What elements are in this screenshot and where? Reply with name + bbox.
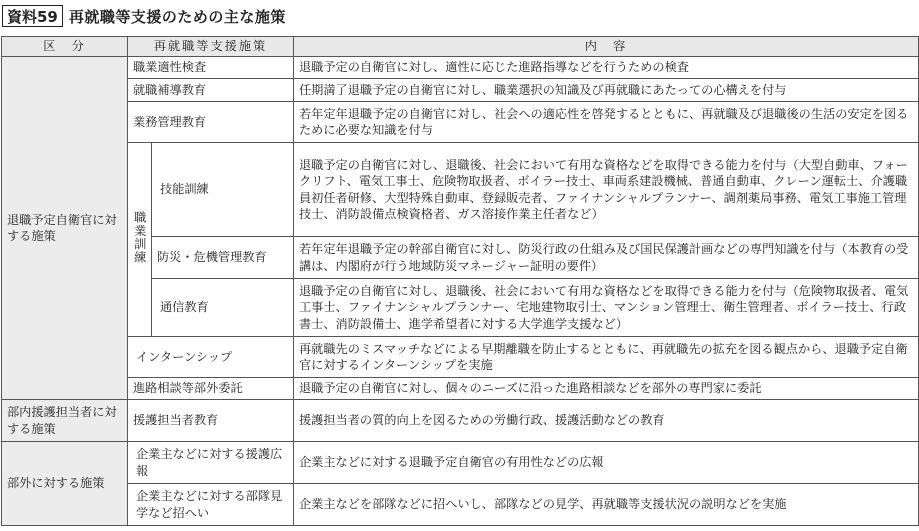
measure-cell: 進路相談等部外委託 xyxy=(128,378,294,400)
measure-cell: 職業適性検査 xyxy=(128,57,294,79)
table-row xyxy=(2,484,919,526)
measures-table xyxy=(1,36,919,526)
document-label: 資料59 xyxy=(2,5,63,27)
measure-cell: 技能訓練 xyxy=(152,143,294,237)
group-external: 部外に対する施策 xyxy=(2,442,128,526)
table-row xyxy=(2,378,919,400)
measure-cell: インターンシップ xyxy=(128,337,294,378)
content-cell: 任期満了退職予定の自衛官に対し、職業選択の知識及び再就職にあたっての心構えを付与 xyxy=(294,79,919,102)
title-row xyxy=(2,3,286,29)
measure-cell: 業務管理教育 xyxy=(128,102,294,143)
group-retiring: 退職予定自衛官に対する施策 xyxy=(2,57,128,400)
header-content: 内 容 xyxy=(294,37,919,57)
measure-cell: 就職補導教育 xyxy=(128,79,294,102)
measure-cell: 企業主などに対する援護広報 xyxy=(128,442,294,484)
content-cell: 援護担当者の質的向上を図るための労働行政、援護活動などの教育 xyxy=(294,400,919,442)
table-row xyxy=(2,79,919,102)
header-measure: 再就職等支援施策 xyxy=(128,37,294,57)
table-header-row xyxy=(2,37,919,57)
table-row xyxy=(2,143,919,237)
content-cell: 退職予定の自衛官に対し、適性に応じた進路指導などを行うための検査 xyxy=(294,57,919,79)
vocational-label: 職業訓練 xyxy=(132,210,147,264)
content-cell: 退職予定の自衛官に対し、退職後、社会において有用な資格などを取得できる能力を付与（大型自動車、フォークリフト、電気工事士、危険物取扱者、ボイラー技士、車両系建設機械、普通自動車、クレーン運転士、介護職員初任者研修、大型特殊自動車、登録販売者、ファイナンシャルプランナー、調剤薬局事務、電気工事施工管理技士、消防設備点検資格者、ガス溶接作業主任者など） xyxy=(294,143,919,237)
table-row xyxy=(2,102,919,143)
header-category: 区 分 xyxy=(2,37,128,57)
content-cell: 若年定年退職予定の自衛官に対し、社会への適応性を啓発するとともに、再就職及び退職後の生活の安定を図るために必要な知識を付与 xyxy=(294,102,919,143)
content-cell: 企業主などに対する退職予定自衛官の有用性などの広報 xyxy=(294,442,919,484)
measure-cell: 防災・危機管理教育 xyxy=(152,237,294,279)
document-title: 再就職等支援のための主な施策 xyxy=(68,7,286,26)
measure-cell: 通信教育 xyxy=(152,279,294,337)
table-row xyxy=(2,57,919,79)
group-vocational xyxy=(128,143,152,337)
group-internal: 部内援護担当者に対する施策 xyxy=(2,400,128,442)
measure-cell: 企業主などに対する部隊見学など招へい xyxy=(128,484,294,526)
table-row xyxy=(2,337,919,378)
content-cell: 退職予定の自衛官に対し、退職後、社会において有用な資格などを取得できる能力を付与（危険物取扱者、電気工事士、ファイナンシャルプランナー、宅地建物取引士、マンション管理士、衛生管理者、ボイラー技士、行政書士、消防設備士、進学希望者に対する大学進学支援など） xyxy=(294,279,919,337)
content-cell: 退職予定の自衛官に対し、個々のニーズに沿った進路相談などを部外の専門家に委託 xyxy=(294,378,919,400)
table-row xyxy=(2,442,919,484)
content-cell: 再就職先のミスマッチなどによる早期離職を防止するとともに、再就職先の拡充を図る観点から、退職予定自衛官に対するインターンシップを実施 xyxy=(294,337,919,378)
content-cell: 企業主などを部隊などに招へいし、部隊などの見学、再就職等支援状況の説明などを実施 xyxy=(294,484,919,526)
content-cell: 若年定年退職予定の幹部自衛官に対し、防災行政の仕組み及び国民保護計画などの専門知識を付与（本教育の受講は、内閣府が行う地域防災マネージャー証明の要件） xyxy=(294,237,919,279)
table-row xyxy=(2,400,919,442)
measure-cell: 援護担当者教育 xyxy=(128,400,294,442)
